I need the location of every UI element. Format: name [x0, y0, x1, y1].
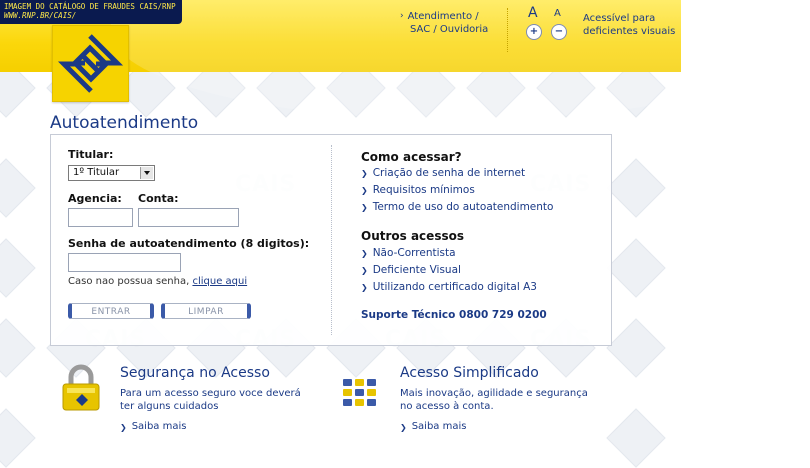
arrow-right-icon: ❯ [361, 249, 368, 258]
font-size-control [523, 5, 571, 41]
titular-label: Titular: [68, 148, 114, 161]
increase-font-button[interactable]: + [526, 24, 542, 40]
panel-divider [331, 145, 333, 335]
keypad-icon [342, 378, 378, 408]
senha-input[interactable] [68, 253, 181, 272]
entrar-button[interactable]: ENTRAR [68, 303, 154, 319]
decrease-font-button[interactable]: − [551, 24, 567, 40]
agencia-input[interactable] [68, 208, 133, 227]
clique-aqui-link[interactable]: clique aqui [192, 276, 248, 287]
link-criacao-senha[interactable]: ❯ Criação de senha de internet [361, 167, 526, 179]
arrow-right-icon: ❯ [361, 186, 368, 195]
link-termo-uso[interactable]: ❯ Termo de uso do autoatendimento [361, 201, 554, 213]
arrow-right-icon: ❯ [400, 423, 407, 432]
bank-logo[interactable] [52, 25, 129, 102]
link-requisitos[interactable]: ❯ Requisitos mínimos [361, 184, 475, 196]
link-nao-correntista[interactable]: ❯ Não-Correntista [361, 247, 456, 259]
chevron-down-icon [140, 167, 153, 179]
header-divider [507, 8, 509, 52]
page-title: Autoatendimento [50, 113, 199, 133]
senha-label: Senha de autoatendimento (8 digitos): [68, 237, 310, 250]
como-acessar-title: Como acessar? [361, 150, 462, 164]
seguranca-desc: Para um acesso seguro voce deverá ter alguns cuidados [120, 388, 301, 412]
password-note: Caso nao possua senha, clique aqui [68, 276, 248, 287]
seguranca-title: Segurança no Acesso [120, 365, 270, 381]
accessibility-link[interactable]: Acessível para deficientes visuais [583, 13, 676, 37]
simplificado-desc: Mais inovação, agilidade e segurança no acesso à conta. [400, 388, 588, 412]
arrow-right-icon: ❯ [361, 266, 368, 275]
conta-input[interactable] [138, 208, 239, 227]
arrow-right-icon: ❯ [120, 423, 127, 432]
font-large-label: A [528, 5, 538, 21]
titular-select[interactable]: 1º Titular [68, 165, 155, 181]
outros-acessos-title: Outros acessos [361, 229, 464, 243]
simplificado-saiba-mais-link[interactable]: ❯ Saiba mais [400, 421, 467, 432]
suporte-tecnico: Suporte Técnico 0800 729 0200 [361, 309, 547, 321]
watermark-stamp: IMAGEM DO CATÁLOGO DE FRAUDES CAIS/RNP WWW.RNP.BR/CAIS/ [0, 0, 182, 24]
arrow-right-icon: › [400, 11, 404, 21]
login-panel [50, 134, 612, 346]
link-deficiente-visual[interactable]: ❯ Deficiente Visual [361, 264, 461, 276]
limpar-button[interactable]: LIMPAR [161, 303, 251, 319]
arrow-right-icon: ❯ [361, 203, 368, 212]
arrow-right-icon: ❯ [361, 283, 368, 292]
seguranca-saiba-mais-link[interactable]: ❯ Saiba mais [120, 421, 187, 432]
link-certificado-digital[interactable]: ❯ Utilizando certificado digital A3 [361, 281, 537, 293]
padlock-icon [58, 363, 104, 413]
atendimento-link[interactable]: › Atendimento / SAC / Ouvidoria [400, 11, 489, 35]
conta-label: Conta: [138, 192, 179, 205]
agencia-label: Agencia: [68, 192, 122, 205]
simplificado-title: Acesso Simplificado [400, 365, 539, 381]
font-small-label: A [554, 8, 561, 19]
arrow-right-icon: ❯ [361, 169, 368, 178]
